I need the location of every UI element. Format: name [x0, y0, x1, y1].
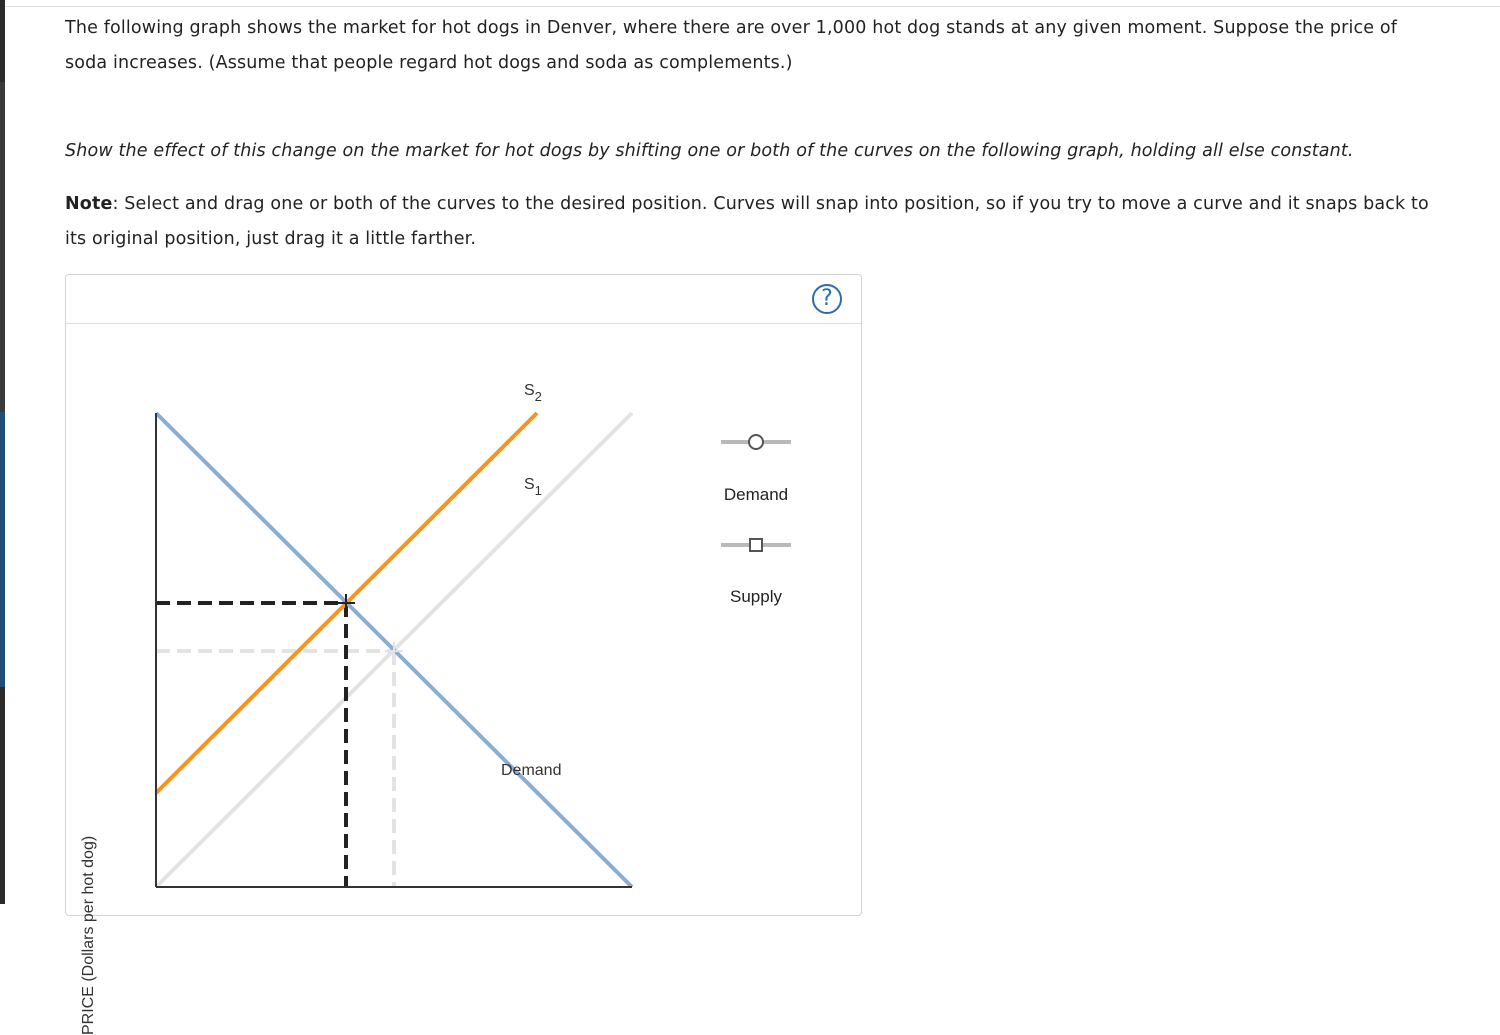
s2-label: $S_2$ — [524, 382, 542, 404]
top-rule — [5, 6, 1500, 7]
legend-supply-tool[interactable] — [721, 539, 791, 551]
note-body: : Select and drag one or both of the curves to the desired position. Curves will snap into position, so if you try to move a curve and it snaps back to its original position, just drag it a little farther. — [65, 194, 1429, 249]
question-text: The following graph shows the market for hot dogs in Denver, where there are over 1,000 hot dog stands at any given moment. Suppose the price of soda increases. (Assume that people regard hot dogs and soda as complements.) — [65, 18, 1398, 73]
help-button[interactable]: ? — [812, 284, 842, 314]
instruction-text: Show the effect of this change on the market for hot dogs by shifting one or both of the curves on the following graph, holding all else constant. — [65, 141, 1354, 161]
y-axis-title: PRICE (Dollars per hot dog) — [80, 835, 97, 1035]
legend-supply-label: Supply — [730, 587, 782, 606]
legend-demand-label: Demand — [723, 485, 789, 504]
legend-demand-tool[interactable] — [721, 435, 791, 449]
s1-label: $S_1$ — [524, 476, 542, 498]
note-label: Note — [65, 194, 113, 214]
demand-curve-label: Demand — [501, 762, 562, 779]
graph-panel — [65, 274, 862, 1035]
window-left-edge — [0, 0, 5, 904]
note-text — [65, 187, 1445, 257]
